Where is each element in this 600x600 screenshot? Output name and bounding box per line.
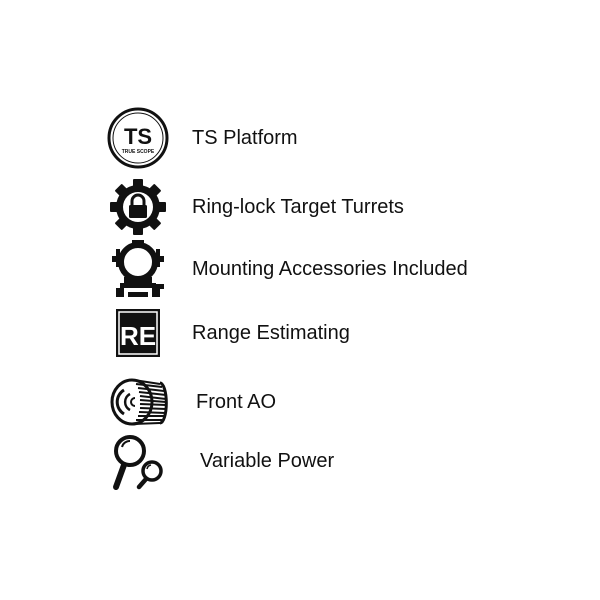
feature-label: Mounting Accessories Included — [192, 258, 468, 280]
re-badge-icon — [106, 301, 170, 365]
ts-platform-logo-icon — [106, 106, 170, 170]
ts-logo-text: TS — [123, 124, 153, 149]
feature-label: Ring-lock Target Turrets — [192, 196, 404, 218]
ts-logo-subtext: TRUE SCOPE — [121, 149, 155, 155]
front-ao-lens-icon — [106, 370, 170, 434]
scope-ring-mount-icon — [106, 237, 170, 301]
re-badge-text: RE — [119, 321, 157, 351]
magnifier-icon — [106, 429, 170, 493]
feature-label: TS Platform — [192, 127, 298, 149]
gear-lock-icon — [106, 175, 170, 239]
feature-label: Front AO — [196, 391, 277, 413]
feature-label: Variable Power — [200, 450, 335, 472]
feature-label: Range Estimating — [192, 322, 350, 344]
